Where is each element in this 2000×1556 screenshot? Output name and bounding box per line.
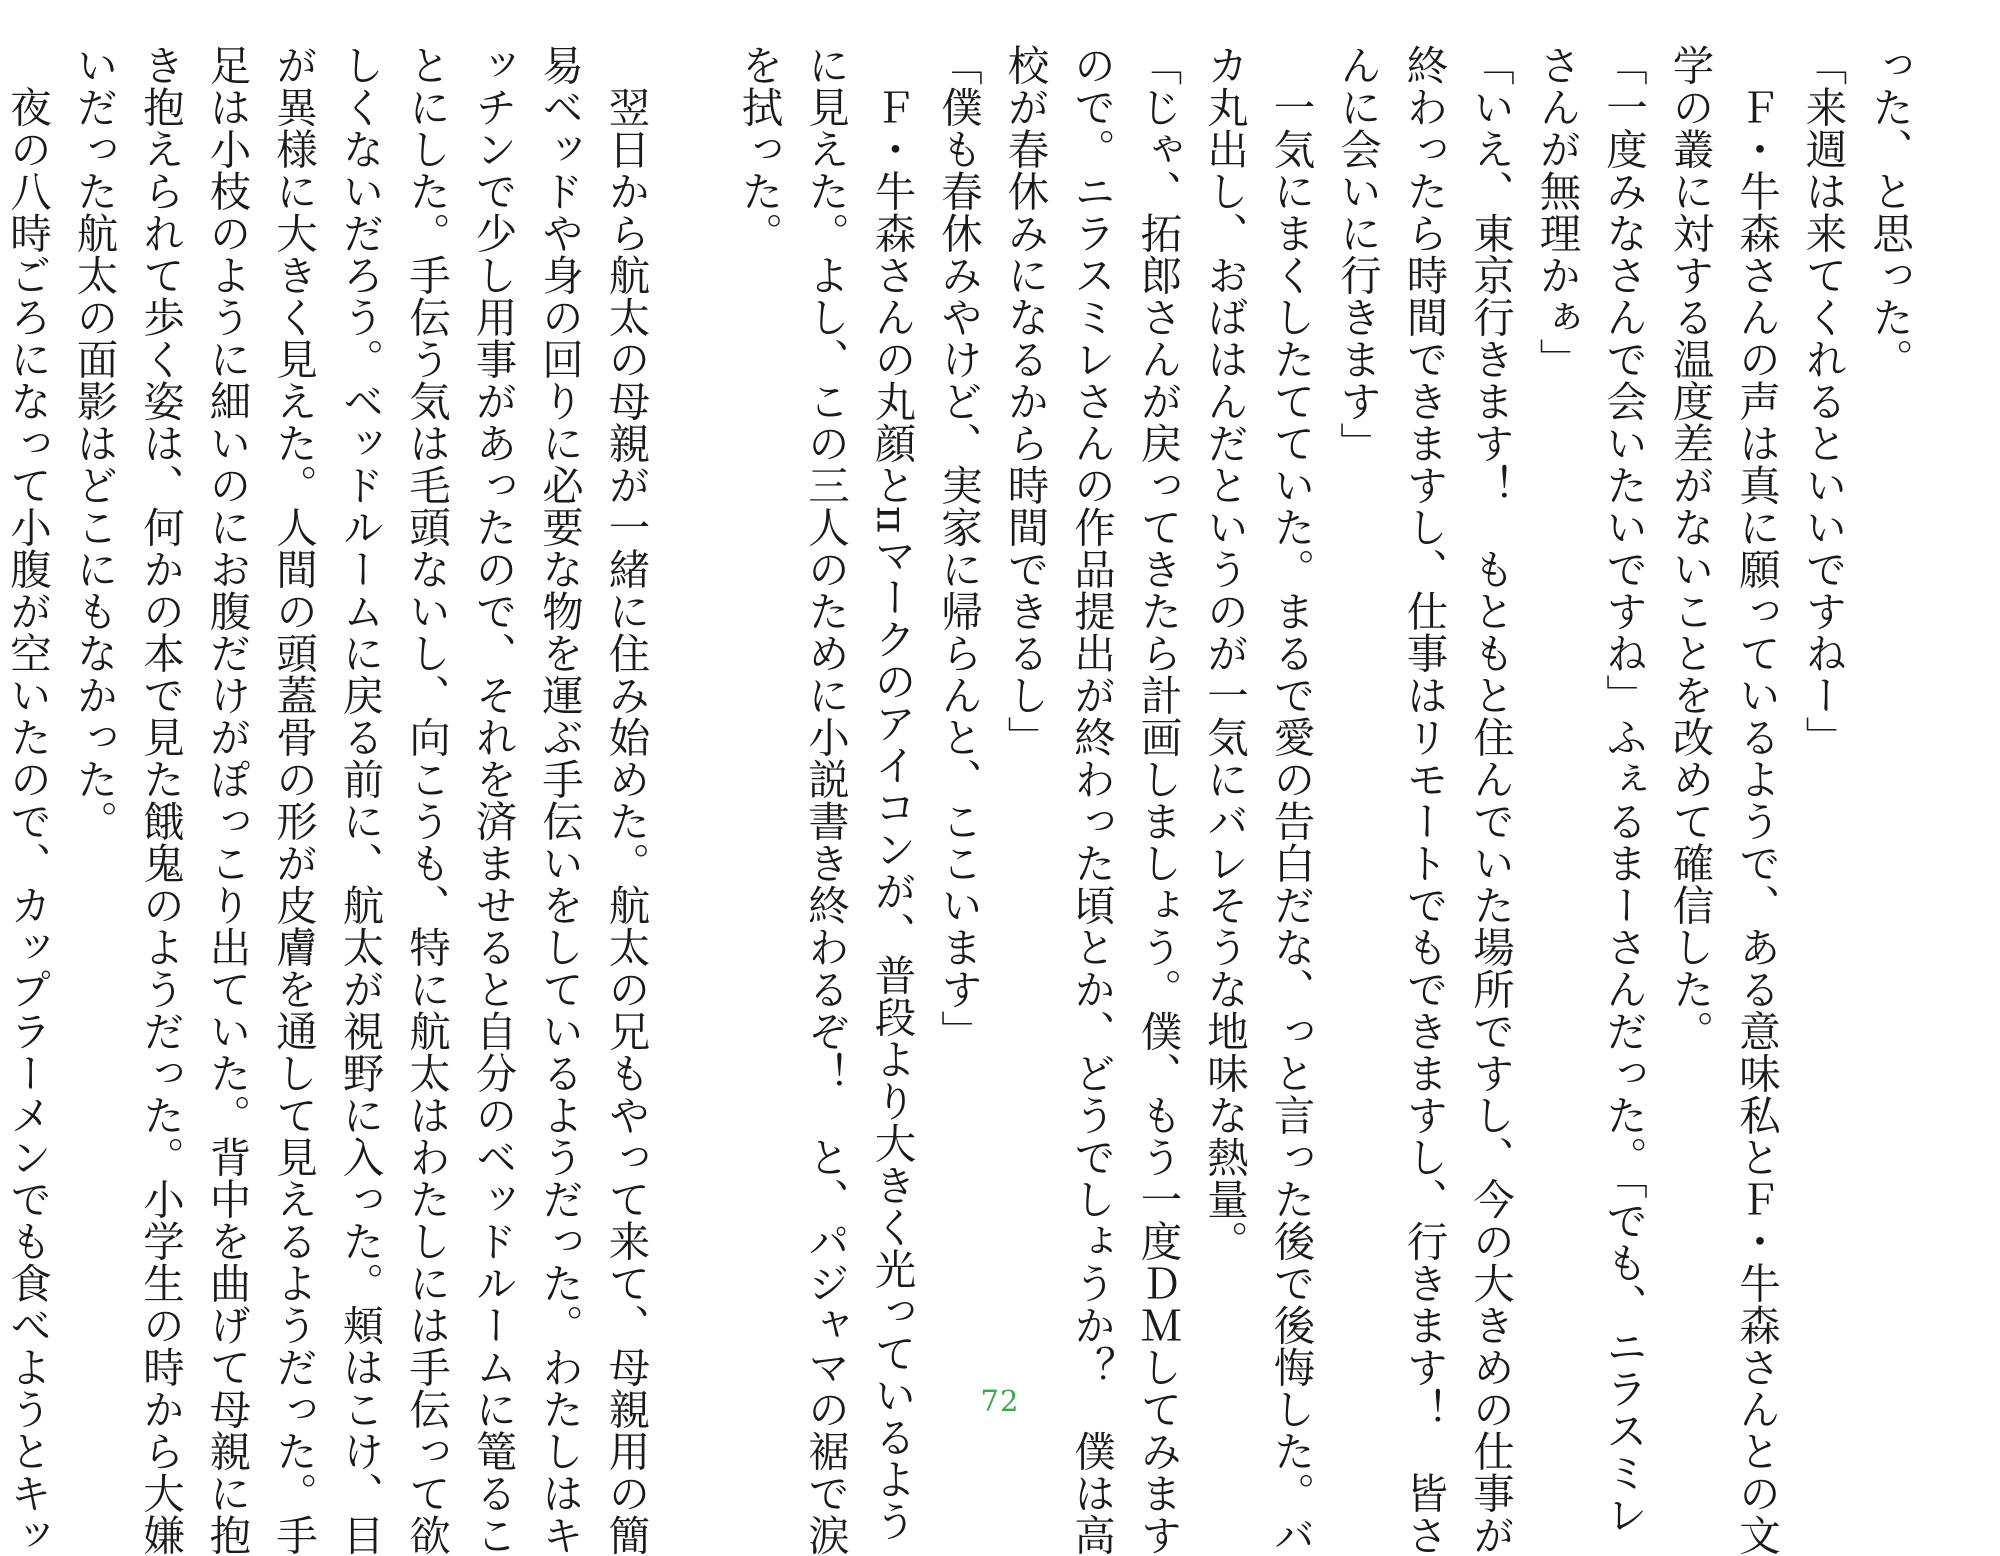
text-line: とにした。手伝う気は毛頭ないし、向こうも、特に航太はわたしには手伝って欲: [402, 44, 451, 1556]
text-line: を拭った。: [734, 44, 784, 254]
text-line: が異様に大きく見えた。人間の頭蓋骨の形が皮膚を通して見えるようだった。手: [269, 44, 318, 1556]
text-line: 夜の八時ごろになって小腹が空いたので、カップラーメンでも食べようとキッ: [3, 44, 52, 1556]
text-line: ッチンで少し用事があったので、それを済ませると自分のベッドルームに篭るこ: [468, 44, 518, 1556]
text-line: さんが無理かぁ」: [1532, 44, 1582, 380]
section-break: [659, 44, 726, 1374]
text-line: 足は小枝のように細いのにお腹だけがぽっこり出ていた。背中を曲げて母親に抱: [202, 44, 252, 1556]
text-line: 「一度みなさんで会いたいですね」ふぇるまーさんだった。「でも、ニラスミレ: [1599, 44, 1648, 1536]
text-line: に見えた。よし、この三人のために小説書き終わるぞ！ と、パジャマの裾で涙: [801, 44, 850, 1556]
text-line: Ｆ・牛森さんの声は真に願っているようで、ある意味私とＦ・牛森さんとの文: [1732, 44, 1781, 1556]
text-line: 「いえ、東京行きます！ もともと住んでいた場所ですし、今の大きめの仕事が: [1466, 44, 1515, 1556]
text-line: った、と思った。: [1865, 44, 1914, 380]
text-line: 学の叢に対する温度差がないことを改めて確信した。: [1665, 44, 1715, 1052]
text-line: き抱えられて歩く姿は、何かの本で見た餓鬼のようだった。小学生の時から大嫌: [136, 44, 185, 1556]
text-line: ので。ニラスミレさんの作品提出が終わった頃とか、どうでしょうか？ 僕は高: [1067, 44, 1116, 1556]
text-line: んに会いに行きます」: [1333, 44, 1382, 464]
text-line: 「来週は来てくれるといいですねー」: [1798, 44, 1848, 758]
page-number: 72: [980, 1384, 1020, 1418]
text-line: しくないだろう。ベッドルームに戻る前に、航太が視野に入った。頬はこけ、目: [335, 44, 385, 1556]
text-line: 易ベッドや身の回りに必要な物を運ぶ手伝いをしているようだった。わたしはキ: [535, 44, 584, 1556]
text-line: 終わったら時間できますし、仕事はリモートでもできますし、行きます！ 皆さ: [1399, 44, 1449, 1556]
text-line: 「僕も春休みやけど、実家に帰らんと、ここいます」: [934, 44, 983, 1052]
text-line: 「じゃ、拓郎さんが戻ってきたら計画しましょう。僕、もう一度ＤＭしてみます: [1133, 44, 1183, 1556]
text-line: いだった航太の面影はどこにもなかった。: [69, 44, 119, 842]
text-line: 校が春休みになるから時間できるし」: [1000, 44, 1050, 758]
text-line: Ｆ・牛森さんの丸顔とπマークのアイコンが、普段より大きく光っているよう: [867, 44, 917, 1542]
text-line: 一気にまくしたてていた。まるで愛の告白だな、っと言った後で後悔した。バ: [1266, 44, 1316, 1556]
text-line: カ丸出し、おばはんだというのが一気にバレそうな地味な熱量。: [1200, 44, 1249, 1262]
text-line: 翌日から航太の母親が一緒に住み始めた。航太の兄もやって来て、母親用の簡: [601, 44, 651, 1556]
